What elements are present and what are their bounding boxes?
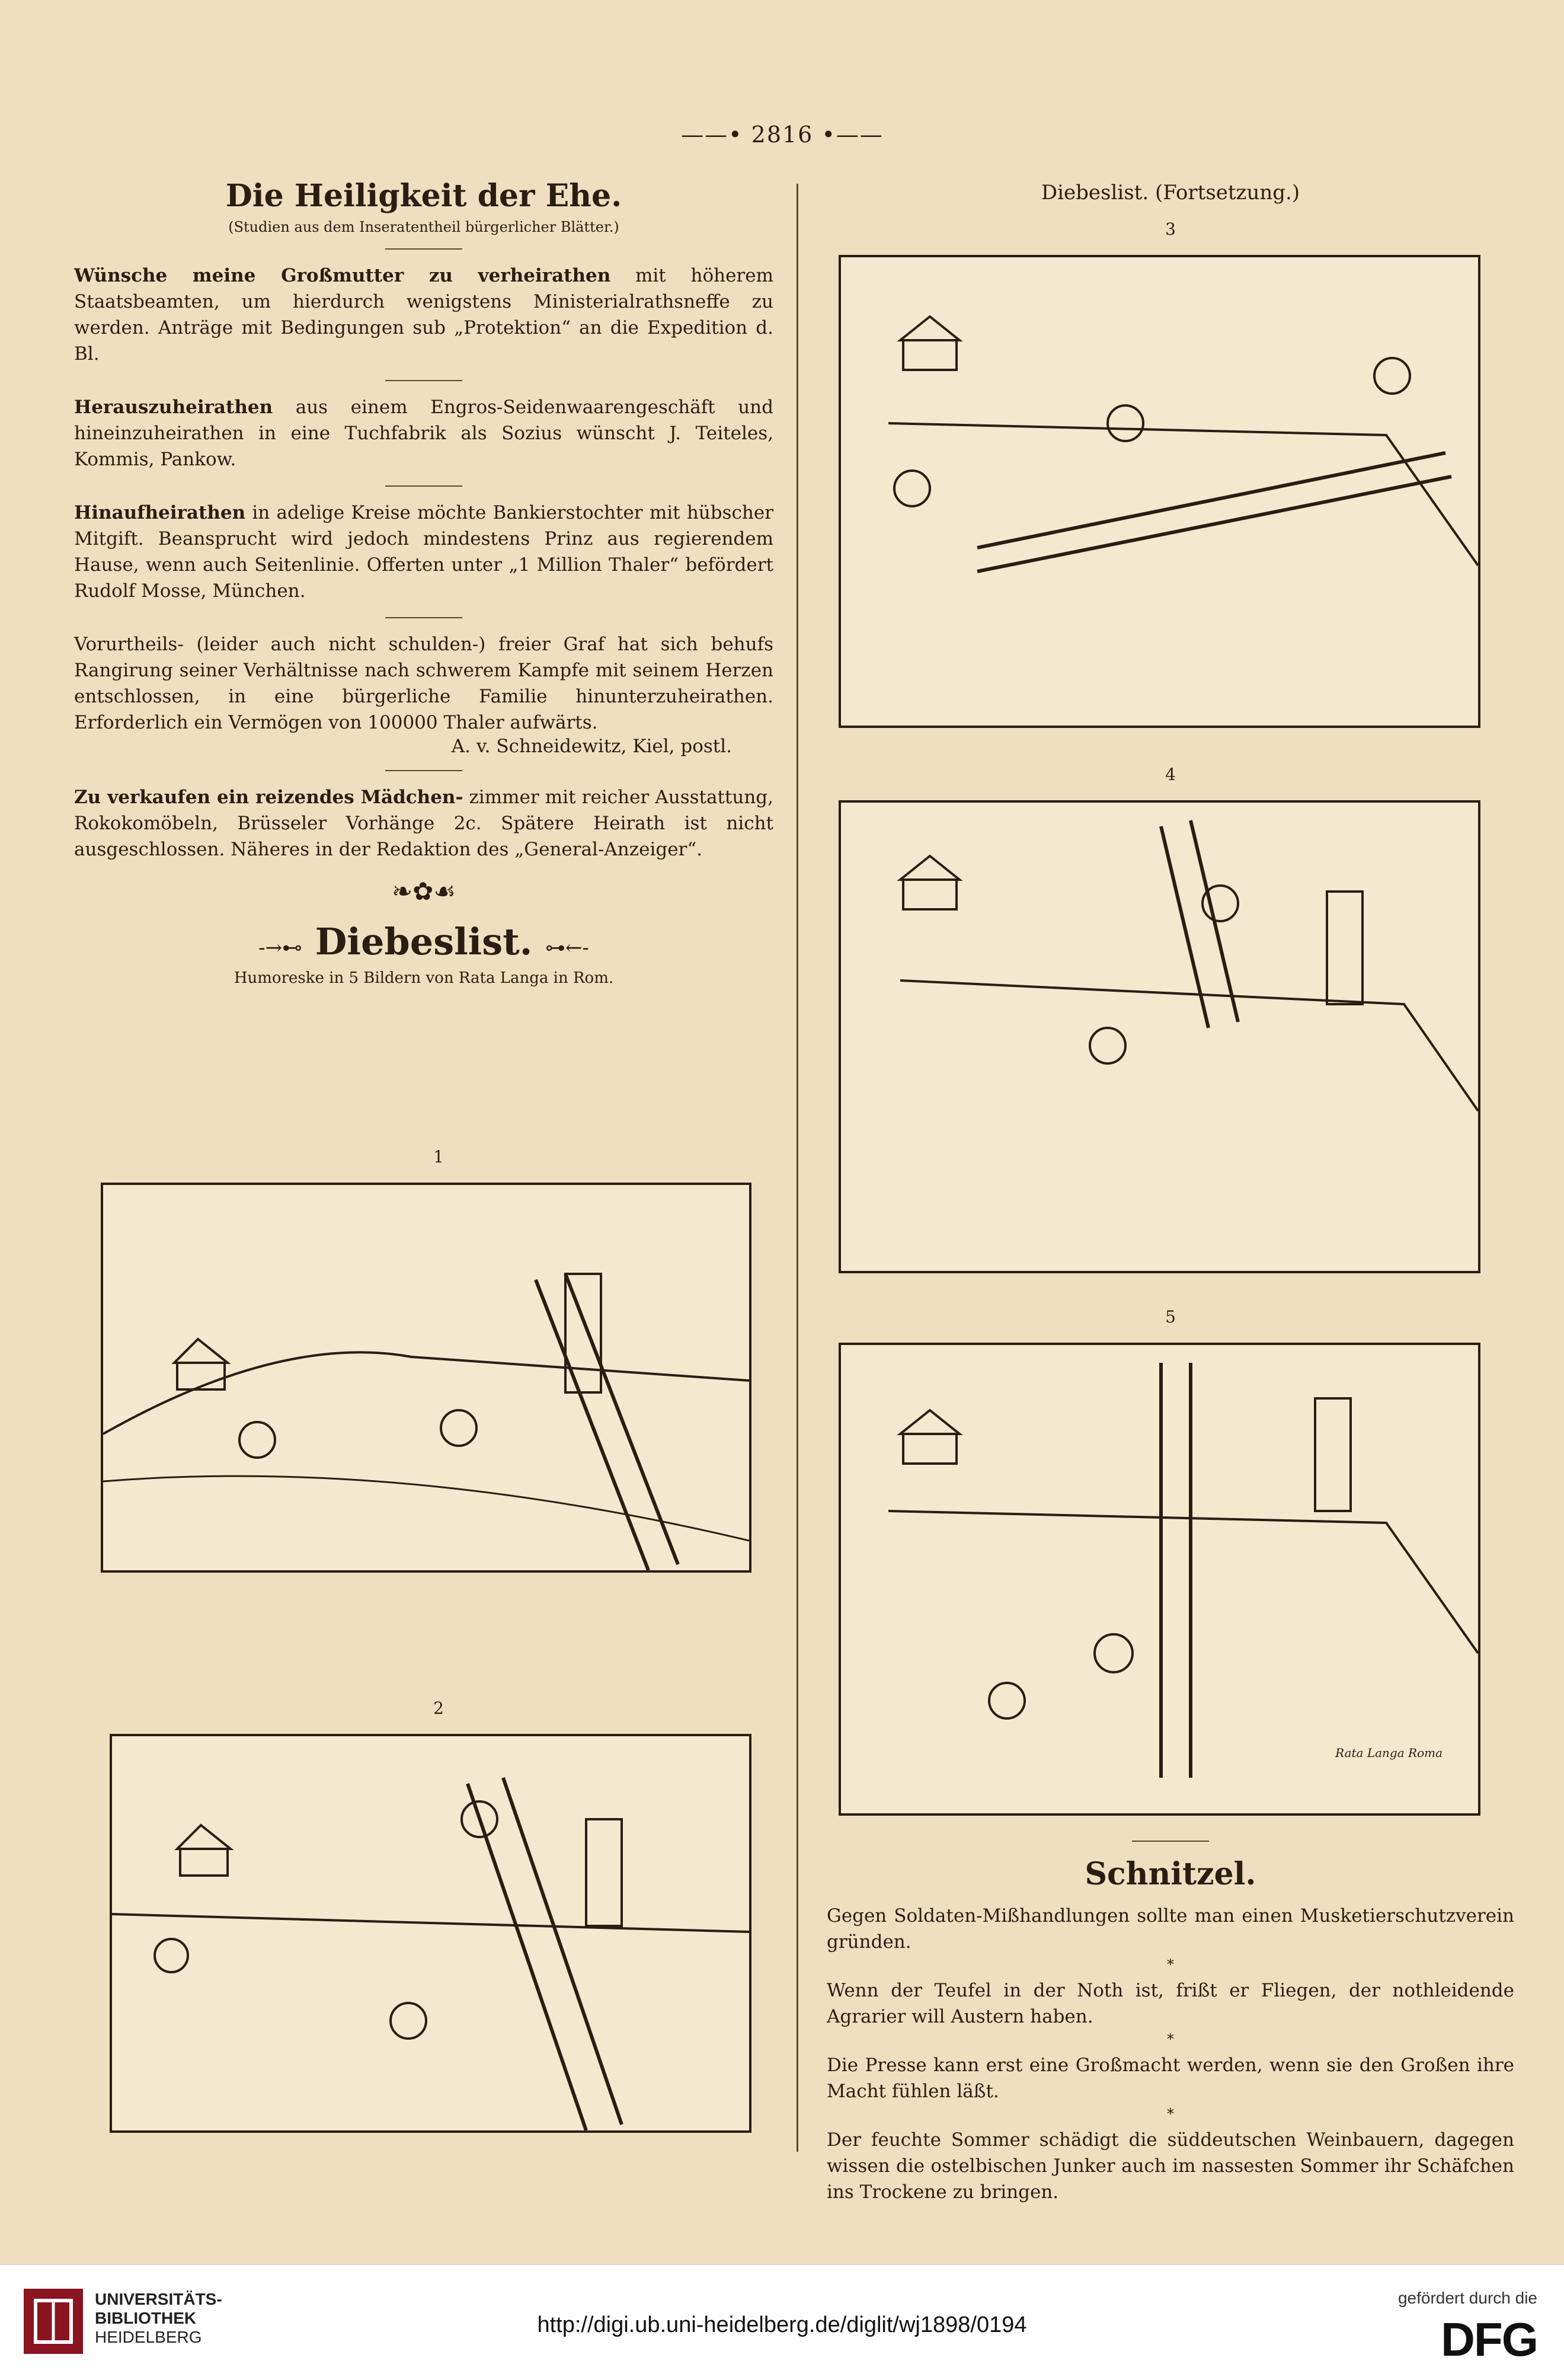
library-name[interactable]: UNIVERSITÄTS- BIBLIOTHEK HEIDELBERG — [95, 2290, 222, 2346]
schnitzel-item: Die Presse kann erst eine Großmacht werden, wenn sie den Großen ihre Macht fühlen läßt. — [827, 2055, 1514, 2102]
comic-panel-5 — [839, 1343, 1480, 1816]
item-separator: * — [1167, 2106, 1174, 2122]
comic-panel-3 — [839, 255, 1480, 728]
funding-label: gefördert durch die — [1397, 2289, 1537, 2307]
panel-illustration — [841, 257, 1478, 726]
panel-number: 1 — [433, 1147, 444, 1167]
schnitzel-section — [827, 1841, 1514, 2205]
separator — [385, 485, 462, 487]
story-title: -→⊷ Diebeslist. ⊶←- — [258, 920, 589, 963]
story-subtitle: Humoreske in 5 Bildern von Rata Langa in Rom. — [234, 969, 614, 987]
ad-paragraph: Vorurtheils- (leider auch nicht schulden-) freier Graf hat sich behufs Rangirung seiner Verhältnisse nach schwerem Kampfe mit seinem Herzen entschlossen, in eine bürgerliche Familie hinunterzuheirathen. Erforderlich ein Vermögen von 100000 Thaler aufwärts. — [74, 634, 773, 733]
left-column — [74, 178, 773, 987]
panel-illustration — [841, 1345, 1478, 1813]
dfg-logo[interactable]: DFG — [1441, 2313, 1537, 2366]
schnitzel-item: Wenn der Teufel in der Noth ist, frißt er Fliegen, der nothleidende Agrarier will Austern haben. — [827, 1980, 1514, 2027]
panel-illustration — [103, 1185, 749, 1570]
comic-panel-4 — [839, 800, 1480, 1273]
ad-paragraph: Herauszuheirathen aus einem Engros-Seidenwaarengeschäft und hineinzuheirathen in eine Tuchfabrik als Sozius wünscht J. Teiteles, Kommis, Pankow. — [74, 397, 773, 470]
ad-paragraph: Hinaufheirathen in adelige Kreise möchte Bankierstochter mit hübscher Mitgift. Beansprucht wird jedoch mindestens Prinz aus regierendem Hause, wenn auch Seitenlinie. Offerten unter „1 Million Thaler“ befördert Rudolf Mosse, München. — [74, 502, 773, 602]
viewer-footer — [0, 2264, 1564, 2380]
separator — [1132, 1841, 1209, 1842]
article-title: Die Heiligkeit der Ehe. — [225, 178, 622, 214]
separator — [385, 617, 462, 618]
continued-title: Diebeslist. (Fortsetzung.) — [1041, 181, 1300, 205]
separator — [385, 380, 462, 381]
comic-panel-1 — [101, 1183, 751, 1573]
column-divider — [797, 184, 798, 2152]
separator — [385, 770, 462, 771]
schnitzel-item: Gegen Soldaten-Mißhandlungen sollte man einen Musketierschutzverein gründen. — [827, 1905, 1514, 1953]
item-separator: * — [1167, 1956, 1174, 1973]
panel-number: 2 — [433, 1698, 444, 1718]
page-number: ——• 2816 •—— — [681, 122, 884, 148]
panel-illustration — [112, 1736, 749, 2130]
panel-number: 4 — [1165, 765, 1176, 784]
schnitzel-item: Der feuchte Sommer schädigt die süddeutschen Weinbauern, dagegen wissen die ostelbischen Junker auch im nassesten Sommer ihr Schäfchen ins Trockene zu bringen. — [827, 2129, 1514, 2203]
panel-illustration — [841, 803, 1478, 1271]
right-column — [827, 181, 1514, 205]
panel-number: 5 — [1165, 1307, 1176, 1327]
separator — [385, 248, 462, 250]
permalink-url[interactable]: http://digi.ub.uni-heidelberg.de/diglit/wj1898/0194 — [537, 2312, 1027, 2337]
ad-paragraph: Wünsche meine Großmutter zu verheirathen mit höherem Staatsbeamten, um hierdurch wenigstens Ministerialrathsneffe zu werden. Anträge mit Bedingungen sub „Protektion“ an die Expedition d. Bl. — [74, 265, 773, 365]
item-separator: * — [1167, 2031, 1174, 2047]
artist-signature: Rata Langa Roma — [1335, 1746, 1443, 1760]
section-title: Schnitzel. — [1085, 1856, 1256, 1892]
panel-number: 3 — [1165, 219, 1176, 239]
article-subtitle: (Studien aus dem Inseratentheil bürgerlicher Blätter.) — [228, 219, 619, 235]
ad-signature: A. v. Schneidewitz, Kiel, postl. — [451, 736, 732, 757]
comic-panel-2 — [110, 1734, 751, 2133]
ad-paragraph: Zu verkaufen ein reizendes Mädchen- zimmer mit reicher Ausstattung, Rokokomöbeln, Brüsseler Vorhänge 2c. Spätere Heirath ist nicht ausgeschlossen. Näheres in der Redaktion des „General-Anzeiger“. — [74, 787, 773, 860]
ornament: ❧✿☙ — [391, 877, 456, 906]
